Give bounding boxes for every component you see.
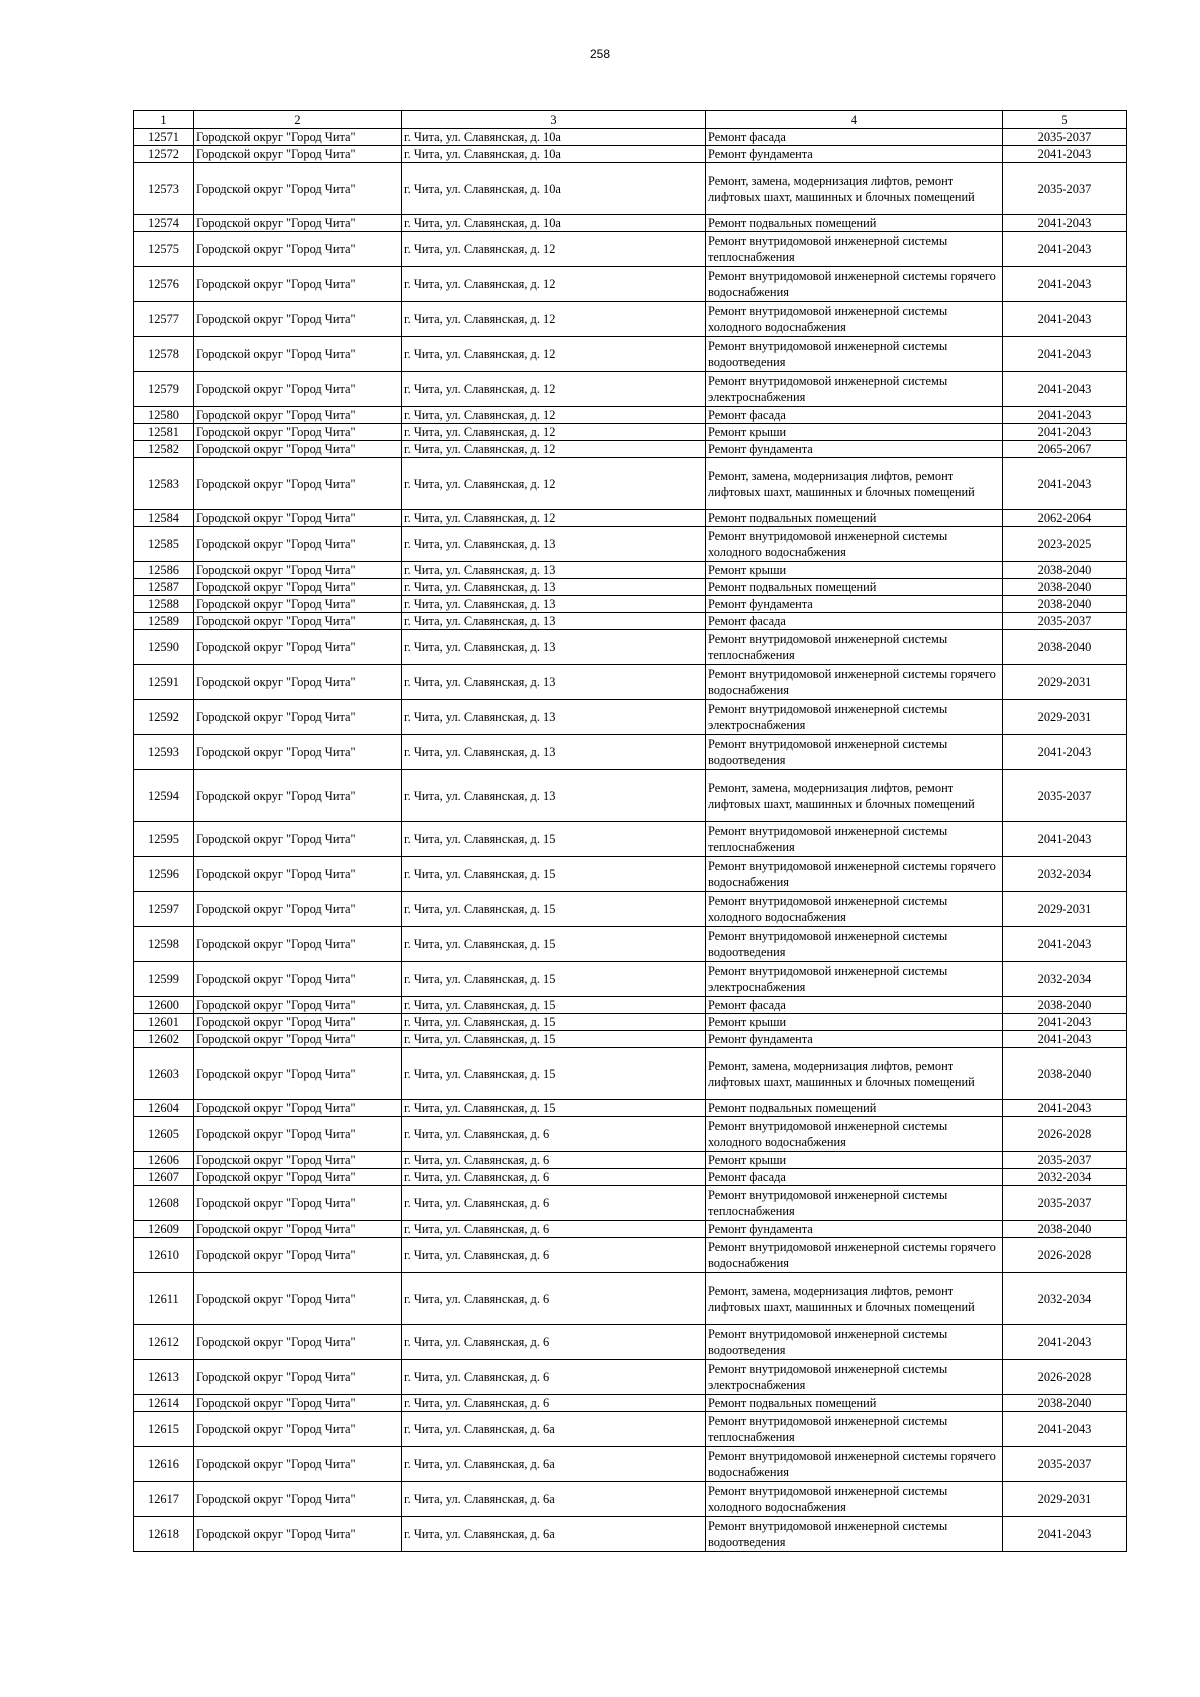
municipality-cell: Городской округ "Город Чита" (194, 1117, 402, 1152)
work-type-cell: Ремонт внутридомовой инженерной системы теплоснабжения (706, 1186, 1003, 1221)
municipality-cell: Городской округ "Город Чита" (194, 267, 402, 302)
period-cell: 2029-2031 (1003, 665, 1127, 700)
municipality-cell: Городской округ "Город Чита" (194, 1152, 402, 1169)
address-cell: г. Чита, ул. Славянская, д. 15 (402, 1100, 706, 1117)
page-number: 258 (589, 47, 611, 61)
address-cell: г. Чита, ул. Славянская, д. 15 (402, 997, 706, 1014)
address-cell: г. Чита, ул. Славянская, д. 6а (402, 1517, 706, 1552)
row-number-cell: 12580 (134, 407, 194, 424)
work-type-cell: Ремонт подвальных помещений (706, 1395, 1003, 1412)
period-cell: 2038-2040 (1003, 1221, 1127, 1238)
period-cell: 2041-2043 (1003, 267, 1127, 302)
address-cell: г. Чита, ул. Славянская, д. 12 (402, 232, 706, 267)
period-cell: 2041-2043 (1003, 458, 1127, 510)
address-cell: г. Чита, ул. Славянская, д. 6 (402, 1395, 706, 1412)
table-row (134, 441, 1127, 458)
row-number-cell: 12611 (134, 1273, 194, 1325)
work-type-cell: Ремонт, замена, модернизация лифтов, ремонт лифтовых шахт, машинных и блочных помещений (706, 163, 1003, 215)
table-row (134, 596, 1127, 613)
row-number-cell: 12606 (134, 1152, 194, 1169)
municipality-cell: Городской округ "Город Чита" (194, 1273, 402, 1325)
period-cell: 2029-2031 (1003, 1482, 1127, 1517)
table-row (134, 1325, 1127, 1360)
period-cell: 2038-2040 (1003, 562, 1127, 579)
table-row (134, 1221, 1127, 1238)
table-row (134, 527, 1127, 562)
address-cell: г. Чита, ул. Славянская, д. 6 (402, 1169, 706, 1186)
period-cell: 2038-2040 (1003, 596, 1127, 613)
work-type-cell: Ремонт фундамента (706, 596, 1003, 613)
address-cell: г. Чита, ул. Славянская, д. 12 (402, 407, 706, 424)
period-cell: 2041-2043 (1003, 1325, 1127, 1360)
municipality-cell: Городской округ "Город Чита" (194, 822, 402, 857)
column-header-1: 1 (134, 111, 194, 129)
work-type-cell: Ремонт крыши (706, 562, 1003, 579)
table-body (134, 129, 1127, 1552)
address-cell: г. Чита, ул. Славянская, д. 12 (402, 424, 706, 441)
municipality-cell: Городской округ "Город Чита" (194, 562, 402, 579)
table-row (134, 215, 1127, 232)
address-cell: г. Чита, ул. Славянская, д. 12 (402, 458, 706, 510)
table-row (134, 1238, 1127, 1273)
address-cell: г. Чита, ул. Славянская, д. 12 (402, 441, 706, 458)
address-cell: г. Чита, ул. Славянская, д. 13 (402, 579, 706, 596)
table-row (134, 302, 1127, 337)
repair-schedule-table (133, 110, 1127, 1552)
municipality-cell: Городской округ "Город Чита" (194, 1238, 402, 1273)
work-type-cell: Ремонт внутридомовой инженерной системы теплоснабжения (706, 1412, 1003, 1447)
work-type-cell: Ремонт фундамента (706, 441, 1003, 458)
row-number-cell: 12610 (134, 1238, 194, 1273)
row-number-cell: 12582 (134, 441, 194, 458)
address-cell: г. Чита, ул. Славянская, д. 10а (402, 163, 706, 215)
row-number-cell: 12608 (134, 1186, 194, 1221)
period-cell: 2041-2043 (1003, 1100, 1127, 1117)
address-cell: г. Чита, ул. Славянская, д. 12 (402, 337, 706, 372)
period-cell: 2035-2037 (1003, 770, 1127, 822)
period-cell: 2041-2043 (1003, 302, 1127, 337)
period-cell: 2038-2040 (1003, 630, 1127, 665)
period-cell: 2026-2028 (1003, 1117, 1127, 1152)
table-row (134, 613, 1127, 630)
work-type-cell: Ремонт внутридомовой инженерной системы холодного водоснабжения (706, 1482, 1003, 1517)
table-row (134, 267, 1127, 302)
address-cell: г. Чита, ул. Славянская, д. 10а (402, 215, 706, 232)
municipality-cell: Городской округ "Город Чита" (194, 372, 402, 407)
row-number-cell: 12614 (134, 1395, 194, 1412)
period-cell: 2041-2043 (1003, 337, 1127, 372)
table-row (134, 665, 1127, 700)
period-cell: 2041-2043 (1003, 1517, 1127, 1552)
period-cell: 2035-2037 (1003, 1447, 1127, 1482)
address-cell: г. Чита, ул. Славянская, д. 6 (402, 1221, 706, 1238)
municipality-cell: Городской округ "Город Чита" (194, 337, 402, 372)
period-cell: 2041-2043 (1003, 822, 1127, 857)
work-type-cell: Ремонт внутридомовой инженерной системы горячего водоснабжения (706, 267, 1003, 302)
table-row (134, 962, 1127, 997)
period-cell: 2023-2025 (1003, 527, 1127, 562)
municipality-cell: Городской округ "Город Чита" (194, 665, 402, 700)
table-row (134, 562, 1127, 579)
address-cell: г. Чита, ул. Славянская, д. 13 (402, 665, 706, 700)
address-cell: г. Чита, ул. Славянская, д. 12 (402, 267, 706, 302)
period-cell: 2032-2034 (1003, 1273, 1127, 1325)
municipality-cell: Городской округ "Город Чита" (194, 1221, 402, 1238)
period-cell: 2035-2037 (1003, 1186, 1127, 1221)
work-type-cell: Ремонт внутридомовой инженерной системы электроснабжения (706, 1360, 1003, 1395)
work-type-cell: Ремонт фундамента (706, 146, 1003, 163)
table-row (134, 1014, 1127, 1031)
period-cell: 2035-2037 (1003, 163, 1127, 215)
period-cell: 2065-2067 (1003, 441, 1127, 458)
row-number-cell: 12605 (134, 1117, 194, 1152)
period-cell: 2041-2043 (1003, 372, 1127, 407)
row-number-cell: 12597 (134, 892, 194, 927)
table-row (134, 927, 1127, 962)
row-number-cell: 12581 (134, 424, 194, 441)
work-type-cell: Ремонт внутридомовой инженерной системы теплоснабжения (706, 822, 1003, 857)
municipality-cell: Городской округ "Город Чита" (194, 1395, 402, 1412)
period-cell: 2029-2031 (1003, 700, 1127, 735)
table-row (134, 458, 1127, 510)
address-cell: г. Чита, ул. Славянская, д. 13 (402, 630, 706, 665)
municipality-cell: Городской округ "Город Чита" (194, 962, 402, 997)
municipality-cell: Городской округ "Город Чита" (194, 997, 402, 1014)
column-header-2: 2 (194, 111, 402, 129)
address-cell: г. Чита, ул. Славянская, д. 6 (402, 1117, 706, 1152)
period-cell: 2041-2043 (1003, 424, 1127, 441)
address-cell: г. Чита, ул. Славянская, д. 6 (402, 1325, 706, 1360)
work-type-cell: Ремонт внутридомовой инженерной системы водоотведения (706, 927, 1003, 962)
period-cell: 2035-2037 (1003, 1152, 1127, 1169)
municipality-cell: Городской округ "Город Чита" (194, 1014, 402, 1031)
period-cell: 2041-2043 (1003, 1031, 1127, 1048)
work-type-cell: Ремонт внутридомовой инженерной системы водоотведения (706, 337, 1003, 372)
work-type-cell: Ремонт фасада (706, 1169, 1003, 1186)
row-number-cell: 12587 (134, 579, 194, 596)
row-number-cell: 12598 (134, 927, 194, 962)
row-number-cell: 12615 (134, 1412, 194, 1447)
table-row (134, 1031, 1127, 1048)
row-number-cell: 12599 (134, 962, 194, 997)
period-cell: 2041-2043 (1003, 1014, 1127, 1031)
address-cell: г. Чита, ул. Славянская, д. 15 (402, 927, 706, 962)
work-type-cell: Ремонт крыши (706, 424, 1003, 441)
table-row (134, 1048, 1127, 1100)
row-number-cell: 12607 (134, 1169, 194, 1186)
table-row (134, 822, 1127, 857)
address-cell: г. Чита, ул. Славянская, д. 6 (402, 1186, 706, 1221)
work-type-cell: Ремонт подвальных помещений (706, 215, 1003, 232)
row-number-cell: 12596 (134, 857, 194, 892)
address-cell: г. Чита, ул. Славянская, д. 15 (402, 1014, 706, 1031)
row-number-cell: 12586 (134, 562, 194, 579)
work-type-cell: Ремонт фасада (706, 997, 1003, 1014)
work-type-cell: Ремонт подвальных помещений (706, 579, 1003, 596)
work-type-cell: Ремонт фундамента (706, 1221, 1003, 1238)
municipality-cell: Городской округ "Город Чита" (194, 630, 402, 665)
row-number-cell: 12602 (134, 1031, 194, 1048)
row-number-cell: 12618 (134, 1517, 194, 1552)
period-cell: 2041-2043 (1003, 927, 1127, 962)
row-number-cell: 12593 (134, 735, 194, 770)
municipality-cell: Городской округ "Город Чита" (194, 129, 402, 146)
period-cell: 2062-2064 (1003, 510, 1127, 527)
row-number-cell: 12583 (134, 458, 194, 510)
table-row (134, 579, 1127, 596)
work-type-cell: Ремонт крыши (706, 1152, 1003, 1169)
table-row (134, 630, 1127, 665)
work-type-cell: Ремонт внутридомовой инженерной системы горячего водоснабжения (706, 1238, 1003, 1273)
table-row (134, 337, 1127, 372)
period-cell: 2038-2040 (1003, 579, 1127, 596)
work-type-cell: Ремонт внутридомовой инженерной системы горячего водоснабжения (706, 1447, 1003, 1482)
municipality-cell: Городской округ "Город Чита" (194, 441, 402, 458)
row-number-cell: 12595 (134, 822, 194, 857)
table-row (134, 232, 1127, 267)
period-cell: 2029-2031 (1003, 892, 1127, 927)
table-row (134, 857, 1127, 892)
address-cell: г. Чита, ул. Славянская, д. 15 (402, 857, 706, 892)
municipality-cell: Городской округ "Город Чита" (194, 163, 402, 215)
row-number-cell: 12591 (134, 665, 194, 700)
municipality-cell: Городской округ "Город Чита" (194, 857, 402, 892)
row-number-cell: 12585 (134, 527, 194, 562)
period-cell: 2041-2043 (1003, 146, 1127, 163)
municipality-cell: Городской округ "Город Чита" (194, 700, 402, 735)
work-type-cell: Ремонт внутридомовой инженерной системы теплоснабжения (706, 630, 1003, 665)
address-cell: г. Чита, ул. Славянская, д. 12 (402, 302, 706, 337)
period-cell: 2041-2043 (1003, 407, 1127, 424)
header-row (134, 111, 1127, 129)
period-cell: 2035-2037 (1003, 613, 1127, 630)
table-row (134, 129, 1127, 146)
municipality-cell: Городской округ "Город Чита" (194, 927, 402, 962)
address-cell: г. Чита, ул. Славянская, д. 15 (402, 892, 706, 927)
row-number-cell: 12604 (134, 1100, 194, 1117)
address-cell: г. Чита, ул. Славянская, д. 13 (402, 596, 706, 613)
row-number-cell: 12588 (134, 596, 194, 613)
work-type-cell: Ремонт внутридомовой инженерной системы водоотведения (706, 1517, 1003, 1552)
municipality-cell: Городской округ "Город Чита" (194, 770, 402, 822)
period-cell: 2038-2040 (1003, 1048, 1127, 1100)
table-row (134, 1517, 1127, 1552)
work-type-cell: Ремонт внутридомовой инженерной системы холодного водоснабжения (706, 892, 1003, 927)
address-cell: г. Чита, ул. Славянская, д. 13 (402, 527, 706, 562)
municipality-cell: Городской округ "Город Чита" (194, 579, 402, 596)
row-number-cell: 12609 (134, 1221, 194, 1238)
row-number-cell: 12572 (134, 146, 194, 163)
table-row (134, 770, 1127, 822)
municipality-cell: Городской округ "Город Чита" (194, 1100, 402, 1117)
municipality-cell: Городской округ "Город Чита" (194, 527, 402, 562)
work-type-cell: Ремонт крыши (706, 1014, 1003, 1031)
address-cell: г. Чита, ул. Славянская, д. 13 (402, 700, 706, 735)
table-row (134, 510, 1127, 527)
address-cell: г. Чита, ул. Славянская, д. 6а (402, 1412, 706, 1447)
work-type-cell: Ремонт фасада (706, 613, 1003, 630)
table-row (134, 1482, 1127, 1517)
address-cell: г. Чита, ул. Славянская, д. 6 (402, 1273, 706, 1325)
municipality-cell: Городской округ "Город Чита" (194, 1325, 402, 1360)
table-row (134, 1117, 1127, 1152)
period-cell: 2032-2034 (1003, 857, 1127, 892)
municipality-cell: Городской округ "Город Чита" (194, 458, 402, 510)
address-cell: г. Чита, ул. Славянская, д. 13 (402, 562, 706, 579)
period-cell: 2038-2040 (1003, 997, 1127, 1014)
table-row (134, 1152, 1127, 1169)
row-number-cell: 12589 (134, 613, 194, 630)
period-cell: 2041-2043 (1003, 1412, 1127, 1447)
table-row (134, 407, 1127, 424)
column-header-4: 4 (706, 111, 1003, 129)
row-number-cell: 12617 (134, 1482, 194, 1517)
period-cell: 2038-2040 (1003, 1395, 1127, 1412)
table-row (134, 372, 1127, 407)
table-row (134, 1273, 1127, 1325)
row-number-cell: 12577 (134, 302, 194, 337)
municipality-cell: Городской округ "Город Чита" (194, 302, 402, 337)
column-header-3: 3 (402, 111, 706, 129)
municipality-cell: Городской округ "Город Чита" (194, 1482, 402, 1517)
table-row (134, 735, 1127, 770)
municipality-cell: Городской округ "Город Чита" (194, 1186, 402, 1221)
municipality-cell: Городской округ "Город Чита" (194, 613, 402, 630)
row-number-cell: 12576 (134, 267, 194, 302)
municipality-cell: Городской округ "Город Чита" (194, 1412, 402, 1447)
work-type-cell: Ремонт, замена, модернизация лифтов, ремонт лифтовых шахт, машинных и блочных помещений (706, 1048, 1003, 1100)
address-cell: г. Чита, ул. Славянская, д. 13 (402, 735, 706, 770)
address-cell: г. Чита, ул. Славянская, д. 10а (402, 129, 706, 146)
address-cell: г. Чита, ул. Славянская, д. 15 (402, 962, 706, 997)
work-type-cell: Ремонт внутридомовой инженерной системы теплоснабжения (706, 232, 1003, 267)
table-row (134, 424, 1127, 441)
address-cell: г. Чита, ул. Славянская, д. 6 (402, 1152, 706, 1169)
row-number-cell: 12573 (134, 163, 194, 215)
table-row (134, 1169, 1127, 1186)
address-cell: г. Чита, ул. Славянская, д. 6а (402, 1447, 706, 1482)
row-number-cell: 12584 (134, 510, 194, 527)
work-type-cell: Ремонт, замена, модернизация лифтов, ремонт лифтовых шахт, машинных и блочных помещений (706, 458, 1003, 510)
row-number-cell: 12601 (134, 1014, 194, 1031)
municipality-cell: Городской округ "Город Чита" (194, 1517, 402, 1552)
work-type-cell: Ремонт внутридомовой инженерной системы электроснабжения (706, 962, 1003, 997)
work-type-cell: Ремонт фундамента (706, 1031, 1003, 1048)
work-type-cell: Ремонт внутридомовой инженерной системы горячего водоснабжения (706, 665, 1003, 700)
work-type-cell: Ремонт внутридомовой инженерной системы холодного водоснабжения (706, 1117, 1003, 1152)
municipality-cell: Городской округ "Город Чита" (194, 892, 402, 927)
address-cell: г. Чита, ул. Славянская, д. 6 (402, 1238, 706, 1273)
address-cell: г. Чита, ул. Славянская, д. 15 (402, 1048, 706, 1100)
municipality-cell: Городской округ "Город Чита" (194, 146, 402, 163)
period-cell: 2026-2028 (1003, 1360, 1127, 1395)
municipality-cell: Городской округ "Город Чита" (194, 1031, 402, 1048)
work-type-cell: Ремонт внутридомовой инженерной системы горячего водоснабжения (706, 857, 1003, 892)
work-type-cell: Ремонт, замена, модернизация лифтов, ремонт лифтовых шахт, машинных и блочных помещений (706, 770, 1003, 822)
address-cell: г. Чита, ул. Славянская, д. 13 (402, 770, 706, 822)
municipality-cell: Городской округ "Город Чита" (194, 232, 402, 267)
municipality-cell: Городской округ "Город Чита" (194, 596, 402, 613)
table-row (134, 163, 1127, 215)
work-type-cell: Ремонт внутридомовой инженерной системы холодного водоснабжения (706, 527, 1003, 562)
row-number-cell: 12575 (134, 232, 194, 267)
table-row (134, 892, 1127, 927)
work-type-cell: Ремонт подвальных помещений (706, 1100, 1003, 1117)
period-cell: 2032-2034 (1003, 962, 1127, 997)
address-cell: г. Чита, ул. Славянская, д. 13 (402, 613, 706, 630)
work-type-cell: Ремонт внутридомовой инженерной системы водоотведения (706, 1325, 1003, 1360)
table-row (134, 1412, 1127, 1447)
column-header-5: 5 (1003, 111, 1127, 129)
table-row (134, 997, 1127, 1014)
work-type-cell: Ремонт фасада (706, 407, 1003, 424)
row-number-cell: 12613 (134, 1360, 194, 1395)
period-cell: 2032-2034 (1003, 1169, 1127, 1186)
work-type-cell: Ремонт подвальных помещений (706, 510, 1003, 527)
work-type-cell: Ремонт фасада (706, 129, 1003, 146)
table-row (134, 1395, 1127, 1412)
row-number-cell: 12612 (134, 1325, 194, 1360)
municipality-cell: Городской округ "Город Чита" (194, 1169, 402, 1186)
row-number-cell: 12574 (134, 215, 194, 232)
row-number-cell: 12603 (134, 1048, 194, 1100)
work-type-cell: Ремонт внутридомовой инженерной системы водоотведения (706, 735, 1003, 770)
row-number-cell: 12594 (134, 770, 194, 822)
municipality-cell: Городской округ "Город Чита" (194, 424, 402, 441)
table-header (134, 111, 1127, 129)
table-row (134, 1447, 1127, 1482)
work-type-cell: Ремонт внутридомовой инженерной системы электроснабжения (706, 700, 1003, 735)
address-cell: г. Чита, ул. Славянская, д. 15 (402, 822, 706, 857)
address-cell: г. Чита, ул. Славянская, д. 12 (402, 510, 706, 527)
row-number-cell: 12579 (134, 372, 194, 407)
row-number-cell: 12616 (134, 1447, 194, 1482)
table-row (134, 1360, 1127, 1395)
work-type-cell: Ремонт внутридомовой инженерной системы электроснабжения (706, 372, 1003, 407)
period-cell: 2041-2043 (1003, 215, 1127, 232)
table-row (134, 1186, 1127, 1221)
period-cell: 2041-2043 (1003, 232, 1127, 267)
municipality-cell: Городской округ "Город Чита" (194, 407, 402, 424)
row-number-cell: 12571 (134, 129, 194, 146)
row-number-cell: 12600 (134, 997, 194, 1014)
period-cell: 2035-2037 (1003, 129, 1127, 146)
municipality-cell: Городской округ "Город Чита" (194, 215, 402, 232)
address-cell: г. Чита, ул. Славянская, д. 6 (402, 1360, 706, 1395)
work-type-cell: Ремонт внутридомовой инженерной системы холодного водоснабжения (706, 302, 1003, 337)
period-cell: 2026-2028 (1003, 1238, 1127, 1273)
municipality-cell: Городской округ "Город Чита" (194, 1447, 402, 1482)
municipality-cell: Городской округ "Город Чита" (194, 1360, 402, 1395)
work-type-cell: Ремонт, замена, модернизация лифтов, ремонт лифтовых шахт, машинных и блочных помещений (706, 1273, 1003, 1325)
table-row (134, 1100, 1127, 1117)
period-cell: 2041-2043 (1003, 735, 1127, 770)
address-cell: г. Чита, ул. Славянская, д. 10а (402, 146, 706, 163)
row-number-cell: 12592 (134, 700, 194, 735)
address-cell: г. Чита, ул. Славянская, д. 12 (402, 372, 706, 407)
table-row (134, 700, 1127, 735)
row-number-cell: 12578 (134, 337, 194, 372)
municipality-cell: Городской округ "Город Чита" (194, 1048, 402, 1100)
municipality-cell: Городской округ "Город Чита" (194, 510, 402, 527)
address-cell: г. Чита, ул. Славянская, д. 6а (402, 1482, 706, 1517)
municipality-cell: Городской округ "Город Чита" (194, 735, 402, 770)
address-cell: г. Чита, ул. Славянская, д. 15 (402, 1031, 706, 1048)
table-row (134, 146, 1127, 163)
row-number-cell: 12590 (134, 630, 194, 665)
